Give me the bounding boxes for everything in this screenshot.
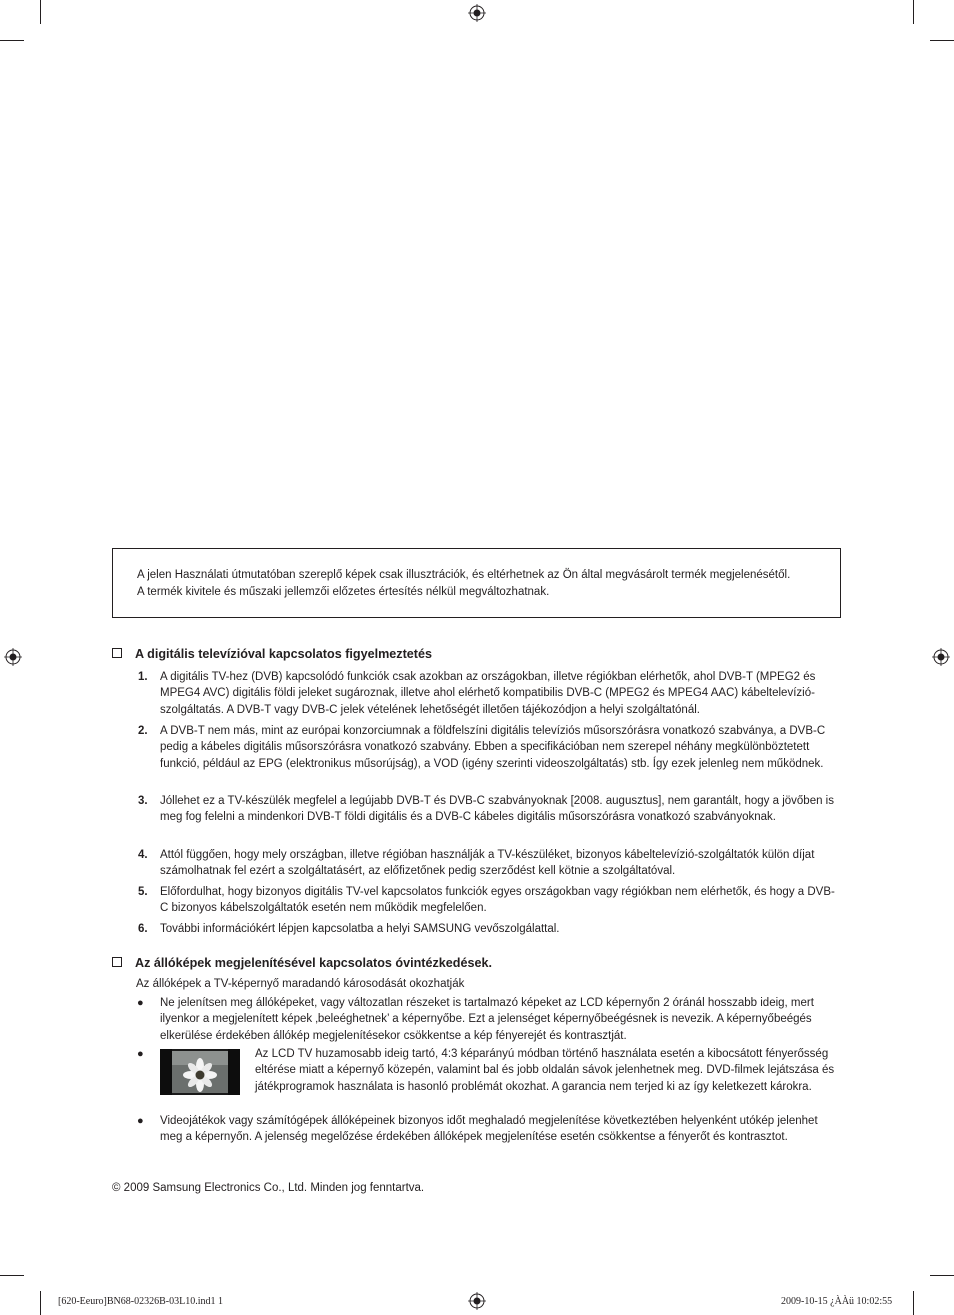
section-heading-text: A digitális televízióval kapcsolatos figyelmeztetés [135,647,432,661]
section-subtitle: Az állóképek a TV-képernyő maradandó károsodását okozhatják [136,978,465,990]
print-footer-left: [620-Eeuro]BN68-02326B-03L10.ind1 1 [58,1296,223,1307]
list-item: A DVB-T nem más, mint az európai konzorciumnak a földfelszíni digitális televíziós műsorszórásra vonatkozó szabványa, a DVB-C pedig a kábeles digitális műsorszórásra vonatkozó szabvány. Ebben a specifikációban nem szerepel néhány megkülönböztetett funkció, például az EPG (elektronikus műsorújság), a VOD (igény szerinti videoszolgáltatás) stb. Így ezek jelenleg nem működnek. [160,725,826,770]
list-item: A digitális TV-hez (DVB) kapcsolódó funkciók csak azokban az országokban, illetve régiókban elérhetők, ahol DVB-T (MPEG2 és MPEG4 AVC) digitális földi jeleket sugároznak, illetve ahol elérhető kompatibilis DVB-C (MPEG2 és MPEG4 AAC) kábeltelevízió-szolgáltatás. A DVB-T vagy DVB-C jelek vételének lehetőségét illetően tájékozódjon a helyi szolgáltatónál. [160,671,816,716]
registration-mark-icon [4,648,22,666]
crop-mark-bottom-right-vertical [913,1291,914,1315]
section-heading-still-images [112,956,492,970]
notice-line-1: A jelen Használati útmutatóban szereplő képek csak illusztrációk, és eltérhetnek az Ön által megvásárolt termék megjelenésétől. [137,569,791,581]
registration-mark-icon [932,648,950,666]
bullet-icon: ● [137,997,144,1009]
checkbox-square-icon [112,957,122,967]
bullet-item: Ne jelenítsen meg állóképeket, vagy változatlan részeket is tartalmazó képeket az LCD képernyőn 2 óránál hosszabb ideig, mert ilyenkor a megjelenített képek ‚beleéghetnek’ a képernyőbe. Ezt a jelenséget képernyőbeégésnek is nevezik. A képernyőbeégés elkerülése érdekében állókép megjelenítésekor csökkentse a kép fényerejét és kontrasztját. [160,997,814,1042]
crop-mark-top-right-vertical [913,0,914,24]
crop-mark-top-right-horizontal [930,40,954,41]
bullet-icon: ● [137,1115,144,1127]
list-item: További információkért lépjen kapcsolatba a helyi SAMSUNG vevőszolgálattal. [160,923,560,935]
crop-mark-top-left-horizontal [0,40,24,41]
notice-line-2: A termék kivitele és műszaki jellemzői előzetes értesítés nélkül megváltozhatnak. [137,586,550,598]
list-number: 5. [138,886,148,898]
section-heading-digital-tv [112,647,432,661]
crop-mark-top-left-vertical [40,0,41,24]
list-number: 3. [138,795,148,807]
registration-mark-icon [468,1292,486,1310]
print-footer-right: 2009-10-15 ¿ÀÀü 10:02:55 [781,1296,893,1307]
section-heading-text: Az állóképek megjelenítésével kapcsolatos óvintézkedések. [135,956,492,970]
checkbox-square-icon [112,648,122,658]
list-item: Jóllehet ez a TV-készülék megfelel a legújabb DVB-T és DVB-C szabványoknak [2008. augusztus], nem garantált, hogy a jövőben is meg fog felelni a mindenkori DVB-T földi digitális és a DVB-C kábeles digitális műsorszórásra vonatkozó szabványoknak. [160,795,834,824]
list-number: 6. [138,923,148,935]
notice-box [112,548,841,618]
list-item: Előfordulhat, hogy bizonyos digitális TV-vel kapcsolatos funkciók egyes országokban vagy régiókban nem elérhetők, és hogy a DVB-C bizonyos kábelszolgáltatók esetén nem működik megfelelően. [160,886,835,915]
list-item: Attól függően, hogy mely országban, illetve régióban használják a TV-készüléket, bizonyos kábeltelevízió-szolgáltatók külön díjat számolhatnak fel ezért a szolgáltatásért, az előfizetőnek pedig szerződést kell kötnie a szolgáltatóval. [160,849,815,878]
registration-mark-icon [468,4,486,22]
list-number: 4. [138,849,148,861]
crop-mark-bottom-left-horizontal [0,1275,24,1276]
list-number: 2. [138,725,148,737]
crop-mark-bottom-right-horizontal [930,1275,954,1276]
bullet-item: Az LCD TV huzamosabb ideig tartó, 4:3 képarányú módban történő használata esetén a kibocsátott fényerősség eltérése miatt a képernyő közepén, valamint bal és jobb oldalán sávok jelenhetnek meg. DVD-filmek lejátszása és játékprogramok használata is hasonló problémát okozhat. A garancia nem terjed ki az így keletkezett károkra. [255,1048,835,1093]
crop-mark-bottom-left-vertical [40,1291,41,1315]
list-number: 1. [138,671,148,683]
bullet-item: Videojátékok vagy számítógépek állóképeinek bizonyos időt meghaladó megjelenítése következtében helyenként utókép jelenhet meg a képernyőn. A jelenség megelőzése érdekében állóképek megjelenítése esetén csökkentse a fényerőt és kontrasztot. [160,1115,818,1144]
copyright-text: © 2009 Samsung Electronics Co., Ltd. Minden jog fenntartva. [112,1182,425,1194]
flower-tv-4-3-image [160,1049,240,1095]
bullet-icon: ● [137,1048,144,1060]
